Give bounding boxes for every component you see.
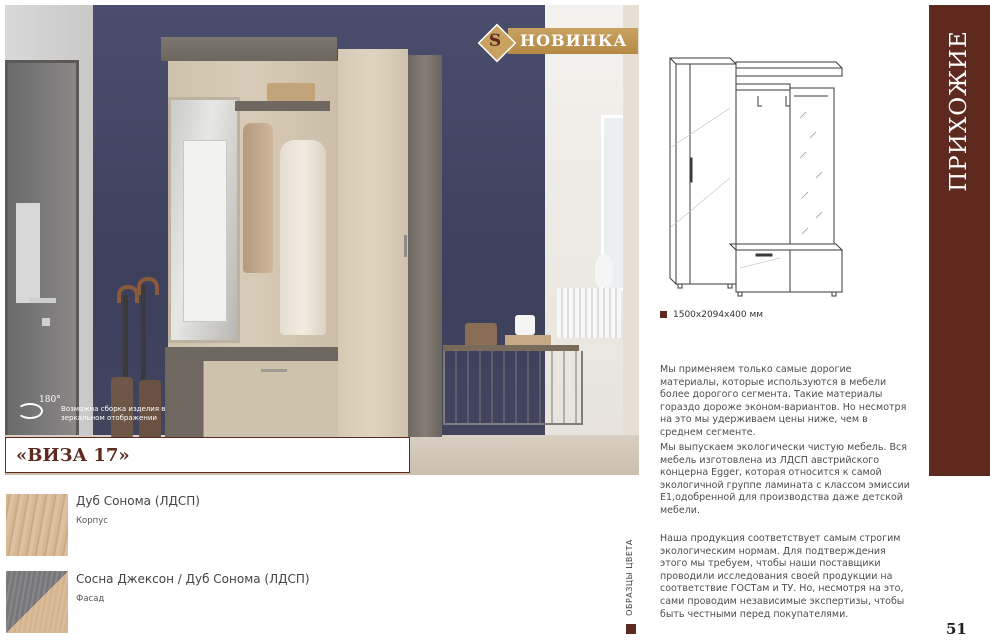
door-handle [30, 298, 56, 303]
bench-top [165, 347, 341, 361]
description-paragraph-3: Наша продукция соответствует самым строгим экологическим нормам. Для подтверждения этого мы требуем, чтобы наши поставщики проводили исследования своей продукции на соответствие ГОСТам и ТУ. Но, несмотря на это, сами проводим независимые экспертизы, чтобы быть честными перед покупателями. [660, 533, 905, 620]
rotate-degrees: 180° [39, 395, 61, 405]
hat-shelf [235, 101, 330, 111]
basket [465, 323, 497, 347]
samples-label-wrap [616, 530, 642, 624]
category-label: ПРИХОЖИЕ [946, 30, 973, 192]
jar [515, 315, 535, 335]
swatch-1-name: Дуб Сонома (ЛДСП) [76, 494, 200, 508]
new-badge [478, 24, 638, 58]
wall-column [623, 5, 639, 475]
dimensions [660, 310, 763, 320]
description-paragraph-2: Мы выпускаем экологически чистую мебель. Вся мебель изготовлена из ЛДСП австрийского концерна Egger, которая относится к самой экологичной группе ламината с классом эмиссии Е1,одобренной для производства даже детской мебели. [660, 442, 910, 516]
brand-logo-letter: S [488, 31, 502, 51]
page-number: 51 [946, 620, 967, 638]
side-table-frame [443, 351, 583, 425]
mirror-reflection [183, 140, 227, 322]
samples-label: ОБРАЗЦЫ ЦВЕТА [624, 538, 634, 616]
product-photo [5, 5, 639, 475]
description-paragraph-1: Мы применяем только самые дорогие материалы, которые используются в мебели более дорогого сегмента. Такие материалы гораздо дороже эконом-вариантов. Но несмотря на это мы удерживаем цены ниже, чем в среднем сегменте. [660, 364, 907, 438]
shoe-cabinet [165, 361, 341, 437]
vase [595, 255, 613, 287]
swatch-sosna-dub [6, 571, 68, 633]
shoe-cabinet-handle [261, 369, 287, 372]
swatch-2-part: Фасад [76, 594, 105, 604]
rotate-icon [17, 403, 43, 419]
swatch-1-part: Корпус [76, 516, 108, 526]
radiator [557, 288, 621, 338]
dimensions-marker-icon [660, 311, 667, 318]
wardrobe-door-handle [404, 235, 407, 257]
mirror-note-text: Возможна сборка изделия в зеркальном отображении [61, 405, 166, 422]
door-lock [42, 318, 50, 326]
product-drawing [660, 48, 850, 306]
swatch-2-name: Сосна Джексон / Дуб Сонома (ЛДСП) [76, 572, 310, 586]
door-glass [16, 203, 40, 303]
dimensions-text: 1500х2094х400 мм [673, 310, 764, 320]
wardrobe-top-shelf [161, 37, 337, 61]
samples-marker-icon [626, 624, 636, 634]
wardrobe-door [338, 49, 408, 437]
category-label-wrap [928, 16, 990, 206]
storage-box [267, 83, 315, 101]
product-title-bar [5, 437, 410, 473]
wardrobe-side-panel [408, 55, 442, 437]
scarf [243, 123, 273, 273]
swatch-dub-sonoma [6, 494, 68, 556]
entrance-door [5, 60, 79, 446]
new-badge-label: НОВИНКА [520, 31, 628, 50]
coat [280, 140, 326, 335]
mirror-assembly-note [17, 395, 187, 429]
product-title: «ВИЗА 17» [16, 445, 130, 466]
new-badge-bar [508, 28, 638, 54]
wardrobe-mirror [168, 97, 240, 343]
